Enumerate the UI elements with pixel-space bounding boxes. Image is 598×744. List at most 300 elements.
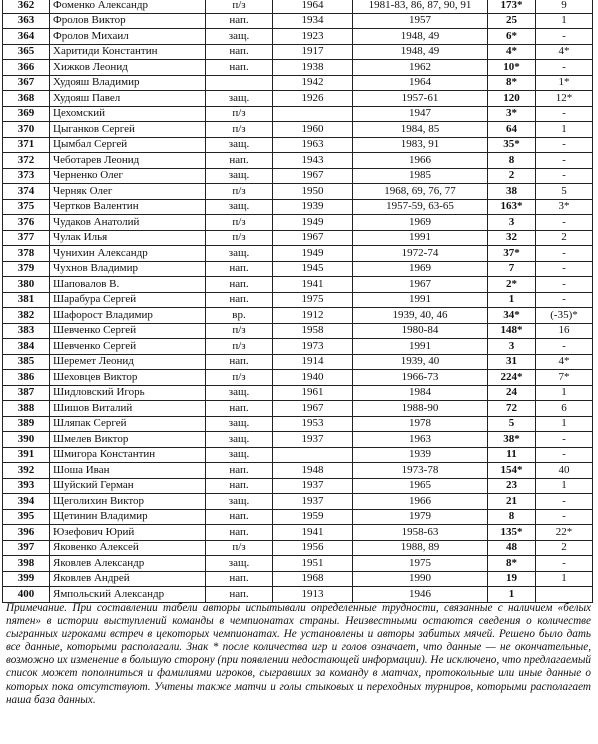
goals-count: -	[536, 339, 593, 355]
seasons-played: 1957	[353, 13, 488, 29]
games-count: 120	[488, 91, 536, 107]
birth-year: 1948	[273, 463, 353, 479]
games-count: 1	[488, 292, 536, 308]
table-row	[3, 323, 593, 339]
player-position: п/з	[206, 370, 273, 386]
seasons-played: 1969	[353, 261, 488, 277]
player-position: п/з	[206, 230, 273, 246]
birth-year: 1938	[273, 60, 353, 76]
games-count: 154*	[488, 463, 536, 479]
games-count: 2*	[488, 277, 536, 293]
seasons-played: 1966	[353, 494, 488, 510]
games-count: 8*	[488, 75, 536, 91]
seasons-played: 1946	[353, 587, 488, 603]
footnote-text: При составлении табели авторы испытывали определенные трудности, связанные с наличием «белых пятен» в истории выступлений команды в чемпионатах страны. Неизвестными остаются сведения о количестве сыгранных игроками встреч в цекоторых чемпионатах. Не установлены и авторы забитых мячей. Решено было дать все данные, которыми располагали. Знак * после количества игр и голов означает, что данные — не окончательные, возможно их изменение в большую сторону (при появлении недостающей информации). Не исключено, что предлагаемый список может пополниться и фамилиями игроков, сыгравших за команду в матчах, протокольные или иные данные о которых пока отсутствуют. Учтены также матчи и голы стыковых и переходных турниров, которыми располагает наша база данных.	[6, 602, 591, 706]
player-name: Щеголихин Виктор	[50, 494, 206, 510]
footnote	[6, 602, 591, 707]
player-name: Юзефович Юрий	[50, 525, 206, 541]
row-number: 382	[3, 308, 50, 324]
goals-count: -	[536, 494, 593, 510]
player-name: Шмигора Константин	[50, 447, 206, 463]
games-count: 6*	[488, 29, 536, 45]
seasons-played: 1957-59, 63-65	[353, 199, 488, 215]
birth-year: 1949	[273, 246, 353, 262]
player-name: Шеховцев Виктор	[50, 370, 206, 386]
player-position: нап.	[206, 463, 273, 479]
table-row	[3, 509, 593, 525]
goals-count: 5	[536, 184, 593, 200]
seasons-played: 1978	[353, 416, 488, 432]
player-position: нап.	[206, 44, 273, 60]
goals-count: 9	[536, 0, 593, 13]
players-table	[2, 0, 593, 603]
player-position: нап.	[206, 60, 273, 76]
games-count: 31	[488, 354, 536, 370]
seasons-played: 1973-78	[353, 463, 488, 479]
player-name: Худояш Павел	[50, 91, 206, 107]
games-count: 1	[488, 587, 536, 603]
table-row	[3, 277, 593, 293]
player-name: Щетинин Владимир	[50, 509, 206, 525]
row-number: 400	[3, 587, 50, 603]
games-count: 2	[488, 168, 536, 184]
goals-count: 2	[536, 230, 593, 246]
row-number: 387	[3, 385, 50, 401]
player-position: нап.	[206, 153, 273, 169]
table-row	[3, 540, 593, 556]
birth-year: 1951	[273, 556, 353, 572]
games-count: 173*	[488, 0, 536, 13]
row-number: 374	[3, 184, 50, 200]
row-number: 373	[3, 168, 50, 184]
player-position: п/з	[206, 0, 273, 13]
goals-count: (-35)*	[536, 308, 593, 324]
birth-year: 1913	[273, 587, 353, 603]
goals-count: 4*	[536, 354, 593, 370]
birth-year: 1923	[273, 29, 353, 45]
player-name: Шевченко Сергей	[50, 323, 206, 339]
birth-year: 1975	[273, 292, 353, 308]
seasons-played: 1939, 40	[353, 354, 488, 370]
player-position: п/з	[206, 184, 273, 200]
goals-count: 22*	[536, 525, 593, 541]
goals-count: 1	[536, 571, 593, 587]
birth-year: 1967	[273, 230, 353, 246]
seasons-played: 1991	[353, 339, 488, 355]
player-name: Чулак Илья	[50, 230, 206, 246]
seasons-played: 1985	[353, 168, 488, 184]
seasons-played: 1981-83, 86, 87, 90, 91	[353, 0, 488, 13]
games-count: 64	[488, 122, 536, 138]
games-count: 163*	[488, 199, 536, 215]
player-position	[206, 75, 273, 91]
games-count: 37*	[488, 246, 536, 262]
player-position: защ.	[206, 199, 273, 215]
goals-count: 40	[536, 463, 593, 479]
player-position: п/з	[206, 122, 273, 138]
row-number: 394	[3, 494, 50, 510]
table-row	[3, 587, 593, 603]
row-number: 385	[3, 354, 50, 370]
birth-year: 1943	[273, 153, 353, 169]
games-count: 35*	[488, 137, 536, 153]
player-position: п/з	[206, 215, 273, 231]
player-name: Шарабура Сергей	[50, 292, 206, 308]
player-name: Черняк Олег	[50, 184, 206, 200]
row-number: 383	[3, 323, 50, 339]
seasons-played: 1939, 40, 46	[353, 308, 488, 324]
row-number: 379	[3, 261, 50, 277]
table-row	[3, 261, 593, 277]
seasons-played: 1967	[353, 277, 488, 293]
player-name: Цымбал Сергей	[50, 137, 206, 153]
goals-count: -	[536, 215, 593, 231]
games-count: 48	[488, 540, 536, 556]
row-number: 375	[3, 199, 50, 215]
player-position: защ.	[206, 137, 273, 153]
goals-count: -	[536, 556, 593, 572]
player-position: защ.	[206, 246, 273, 262]
birth-year: 1912	[273, 308, 353, 324]
player-name: Шоша Иван	[50, 463, 206, 479]
table-row	[3, 199, 593, 215]
player-position: нап.	[206, 587, 273, 603]
row-number: 368	[3, 91, 50, 107]
games-count: 38	[488, 184, 536, 200]
player-name: Яковенко Алексей	[50, 540, 206, 556]
table-row	[3, 246, 593, 262]
player-name: Чухнов Владимир	[50, 261, 206, 277]
goals-count: 6	[536, 401, 593, 417]
goals-count: 12*	[536, 91, 593, 107]
birth-year: 1941	[273, 277, 353, 293]
player-position: защ.	[206, 29, 273, 45]
table-row	[3, 385, 593, 401]
birth-year: 1956	[273, 540, 353, 556]
table-row	[3, 478, 593, 494]
goals-count: -	[536, 29, 593, 45]
birth-year: 1967	[273, 401, 353, 417]
seasons-played: 1939	[353, 447, 488, 463]
row-number: 370	[3, 122, 50, 138]
player-position: защ.	[206, 385, 273, 401]
table-row	[3, 494, 593, 510]
seasons-played: 1991	[353, 292, 488, 308]
seasons-played: 1988, 89	[353, 540, 488, 556]
seasons-played: 1968, 69, 76, 77	[353, 184, 488, 200]
table-row	[3, 401, 593, 417]
seasons-played: 1948, 49	[353, 29, 488, 45]
player-name: Яковлев Андрей	[50, 571, 206, 587]
seasons-played: 1964	[353, 75, 488, 91]
player-name: Худояш Владимир	[50, 75, 206, 91]
players-table-body	[3, 0, 593, 602]
seasons-played: 1958-63	[353, 525, 488, 541]
player-name: Цыганков Сергей	[50, 122, 206, 138]
birth-year: 1967	[273, 168, 353, 184]
row-number: 392	[3, 463, 50, 479]
birth-year: 1945	[273, 261, 353, 277]
player-position: нап.	[206, 13, 273, 29]
games-count: 72	[488, 401, 536, 417]
row-number: 363	[3, 13, 50, 29]
seasons-played: 1983, 91	[353, 137, 488, 153]
player-position: нап.	[206, 292, 273, 308]
player-position: защ.	[206, 432, 273, 448]
row-number: 364	[3, 29, 50, 45]
player-name: Ямпольский Александр	[50, 587, 206, 603]
seasons-played: 1948, 49	[353, 44, 488, 60]
birth-year	[273, 447, 353, 463]
goals-count: -	[536, 246, 593, 262]
table-row	[3, 60, 593, 76]
birth-year: 1961	[273, 385, 353, 401]
goals-count: 1	[536, 416, 593, 432]
player-name: Цехомский	[50, 106, 206, 122]
row-number: 391	[3, 447, 50, 463]
table-row	[3, 106, 593, 122]
games-count: 25	[488, 13, 536, 29]
games-count: 32	[488, 230, 536, 246]
row-number: 389	[3, 416, 50, 432]
player-name: Шляпак Сергей	[50, 416, 206, 432]
games-count: 8	[488, 153, 536, 169]
player-name: Шафорост Владимир	[50, 308, 206, 324]
table-row	[3, 153, 593, 169]
seasons-played: 1988-90	[353, 401, 488, 417]
table-row	[3, 230, 593, 246]
player-name: Шишов Виталий	[50, 401, 206, 417]
goals-count: 16	[536, 323, 593, 339]
row-number: 398	[3, 556, 50, 572]
seasons-played: 1984, 85	[353, 122, 488, 138]
goals-count: -	[536, 292, 593, 308]
player-position: нап.	[206, 478, 273, 494]
goals-count: 1	[536, 385, 593, 401]
table-row	[3, 184, 593, 200]
table-row	[3, 370, 593, 386]
player-name: Хижков Леонид	[50, 60, 206, 76]
player-position: нап.	[206, 261, 273, 277]
games-count: 3	[488, 215, 536, 231]
games-count: 5	[488, 416, 536, 432]
seasons-played: 1975	[353, 556, 488, 572]
row-number: 371	[3, 137, 50, 153]
birth-year: 1917	[273, 44, 353, 60]
player-name: Шидловский Игорь	[50, 385, 206, 401]
table-row	[3, 339, 593, 355]
birth-year: 1937	[273, 494, 353, 510]
goals-count: 2	[536, 540, 593, 556]
seasons-played: 1991	[353, 230, 488, 246]
seasons-played: 1957-61	[353, 91, 488, 107]
goals-count: 3*	[536, 199, 593, 215]
player-position: п/з	[206, 106, 273, 122]
table-row	[3, 556, 593, 572]
seasons-played: 1990	[353, 571, 488, 587]
goals-count: 1	[536, 13, 593, 29]
birth-year: 1973	[273, 339, 353, 355]
table-row	[3, 447, 593, 463]
player-position: защ.	[206, 168, 273, 184]
goals-count: -	[536, 447, 593, 463]
birth-year: 1941	[273, 525, 353, 541]
birth-year: 1953	[273, 416, 353, 432]
birth-year: 1968	[273, 571, 353, 587]
row-number: 377	[3, 230, 50, 246]
table-row	[3, 44, 593, 60]
seasons-played: 1969	[353, 215, 488, 231]
games-count: 3*	[488, 106, 536, 122]
row-number: 366	[3, 60, 50, 76]
player-position: нап.	[206, 401, 273, 417]
goals-count: 1*	[536, 75, 593, 91]
row-number: 376	[3, 215, 50, 231]
player-name: Фоменко Александр	[50, 0, 206, 13]
goals-count: -	[536, 432, 593, 448]
table-row	[3, 29, 593, 45]
table-row	[3, 122, 593, 138]
seasons-played: 1947	[353, 106, 488, 122]
seasons-played: 1980-84	[353, 323, 488, 339]
row-number: 367	[3, 75, 50, 91]
player-position: нап.	[206, 525, 273, 541]
seasons-played: 1979	[353, 509, 488, 525]
table-row	[3, 354, 593, 370]
row-number: 399	[3, 571, 50, 587]
seasons-played: 1962	[353, 60, 488, 76]
birth-year: 1942	[273, 75, 353, 91]
row-number: 395	[3, 509, 50, 525]
games-count: 34*	[488, 308, 536, 324]
birth-year: 1940	[273, 370, 353, 386]
table-row	[3, 525, 593, 541]
seasons-played: 1984	[353, 385, 488, 401]
seasons-played: 1965	[353, 478, 488, 494]
birth-year: 1937	[273, 432, 353, 448]
table-row	[3, 215, 593, 231]
player-position: нап.	[206, 509, 273, 525]
goals-count: -	[536, 137, 593, 153]
table-row	[3, 0, 593, 13]
row-number: 386	[3, 370, 50, 386]
player-position: защ.	[206, 416, 273, 432]
player-name: Черненко Олег	[50, 168, 206, 184]
games-count: 224*	[488, 370, 536, 386]
table-row	[3, 432, 593, 448]
footnote-label: Примечание.	[6, 602, 68, 614]
player-position: защ.	[206, 494, 273, 510]
games-count: 24	[488, 385, 536, 401]
goals-count: 1	[536, 122, 593, 138]
player-name: Чудаков Анатолий	[50, 215, 206, 231]
player-name: Шеремет Леонид	[50, 354, 206, 370]
games-count: 11	[488, 447, 536, 463]
player-name: Яковлев Александр	[50, 556, 206, 572]
table-row	[3, 91, 593, 107]
row-number: 390	[3, 432, 50, 448]
row-number: 393	[3, 478, 50, 494]
table-row	[3, 308, 593, 324]
birth-year: 1963	[273, 137, 353, 153]
player-position: нап.	[206, 277, 273, 293]
row-number: 372	[3, 153, 50, 169]
row-number: 378	[3, 246, 50, 262]
birth-year: 1949	[273, 215, 353, 231]
row-number: 365	[3, 44, 50, 60]
table-row	[3, 292, 593, 308]
birth-year	[273, 106, 353, 122]
games-count: 38*	[488, 432, 536, 448]
birth-year: 1937	[273, 478, 353, 494]
goals-count: 4*	[536, 44, 593, 60]
games-count: 21	[488, 494, 536, 510]
games-count: 3	[488, 339, 536, 355]
games-count: 148*	[488, 323, 536, 339]
goals-count: -	[536, 60, 593, 76]
player-position: п/з	[206, 339, 273, 355]
seasons-played: 1963	[353, 432, 488, 448]
table-row	[3, 75, 593, 91]
games-count: 7	[488, 261, 536, 277]
goals-count: -	[536, 261, 593, 277]
player-name: Чунихин Александр	[50, 246, 206, 262]
player-name: Чертков Валентин	[50, 199, 206, 215]
player-position: защ.	[206, 556, 273, 572]
table-row	[3, 463, 593, 479]
games-count: 4*	[488, 44, 536, 60]
goals-count: 7*	[536, 370, 593, 386]
row-number: 397	[3, 540, 50, 556]
player-name: Фролов Михаил	[50, 29, 206, 45]
row-number: 384	[3, 339, 50, 355]
row-number: 381	[3, 292, 50, 308]
player-position: вр.	[206, 308, 273, 324]
goals-count: -	[536, 106, 593, 122]
row-number: 396	[3, 525, 50, 541]
player-name: Харитиди Константин	[50, 44, 206, 60]
player-name: Шуйский Герман	[50, 478, 206, 494]
goals-count: -	[536, 168, 593, 184]
row-number: 380	[3, 277, 50, 293]
goals-count: -	[536, 509, 593, 525]
goals-count: 1	[536, 478, 593, 494]
games-count: 8	[488, 509, 536, 525]
games-count: 23	[488, 478, 536, 494]
goals-count: -	[536, 277, 593, 293]
player-name: Фролов Виктор	[50, 13, 206, 29]
player-position: нап.	[206, 354, 273, 370]
games-count: 8*	[488, 556, 536, 572]
table-row	[3, 168, 593, 184]
birth-year: 1950	[273, 184, 353, 200]
player-name: Шмелев Виктор	[50, 432, 206, 448]
birth-year: 1960	[273, 122, 353, 138]
player-name: Чеботарев Леонид	[50, 153, 206, 169]
table-row	[3, 571, 593, 587]
birth-year: 1914	[273, 354, 353, 370]
goals-count: -	[536, 153, 593, 169]
row-number: 362	[3, 0, 50, 13]
row-number: 369	[3, 106, 50, 122]
seasons-played: 1966-73	[353, 370, 488, 386]
player-name: Шаповалов В.	[50, 277, 206, 293]
birth-year: 1934	[273, 13, 353, 29]
birth-year: 1926	[273, 91, 353, 107]
player-position: защ.	[206, 91, 273, 107]
row-number: 388	[3, 401, 50, 417]
player-name: Шевченко Сергей	[50, 339, 206, 355]
